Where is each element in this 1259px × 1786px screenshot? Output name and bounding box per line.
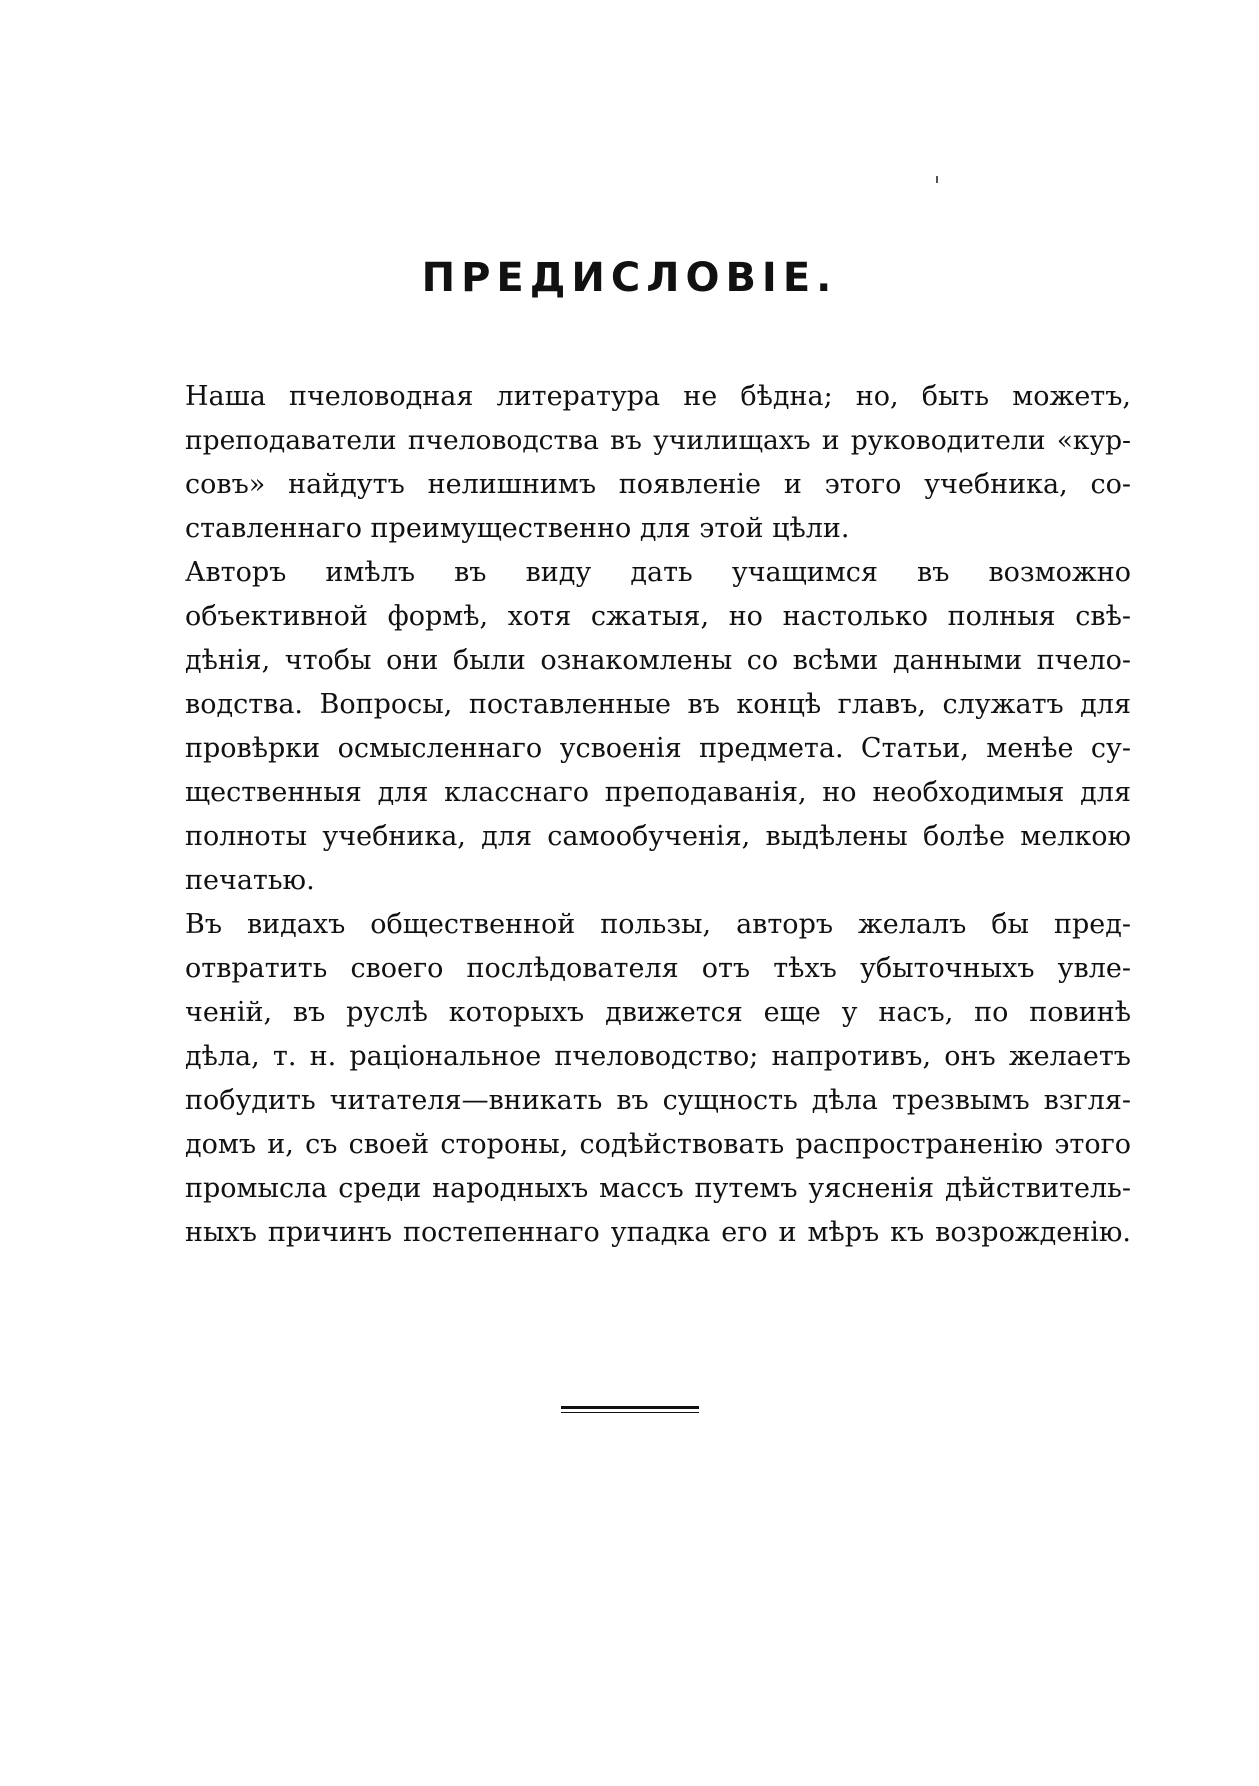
text-line: полноты учебника, для самообученія, выдѣлены болѣе мелкою [185, 821, 1131, 852]
text-line: побудить читателя—вникать въ сущность дѣла трезвымъ взгля- [185, 1085, 1131, 1116]
page-title: ПРЕДИСЛОВІЕ. [421, 255, 838, 301]
divider-rule-thin [561, 1412, 699, 1413]
text-line: ставленнаго преимущественно для этой цѣли. [185, 513, 850, 544]
text-line: домъ и, съ своей стороны, содѣйствовать распространенію этого [185, 1129, 1131, 1160]
text-line: совъ» найдутъ нелишнимъ появленіе и этого учебника, со- [185, 469, 1131, 500]
text-line: Авторъ имѣлъ въ виду дать учащимся въ возможно [185, 557, 1131, 588]
text-line: ныхъ причинъ постепеннаго упадка его и мѣръ къ возрожденію. [185, 1217, 1131, 1248]
text-line: щественныя для класснаго преподаванія, но необходимыя для [185, 777, 1131, 808]
divider-rule-thick [561, 1406, 699, 1409]
preface-body [185, 375, 1131, 1255]
text-line: печатью. [185, 865, 315, 896]
scan-speck [936, 176, 938, 183]
text-line: ченій, въ руслѣ которыхъ движется еще у насъ, по повинѣ [185, 997, 1131, 1028]
text-line: водства. Вопросы, поставленные въ концѣ главъ, служатъ для [185, 689, 1131, 720]
section-divider [561, 1406, 699, 1413]
text-line: объективной формѣ, хотя сжатыя, но настолько полныя свѣ- [185, 601, 1131, 632]
text-line: дѣла, т. н. раціональное пчеловодство; напротивъ, онъ желаетъ [185, 1041, 1131, 1072]
text-line: Въ видахъ общественной пользы, авторъ желалъ бы пред- [185, 909, 1131, 940]
text-line: отвратить своего послѣдователя отъ тѣхъ убыточныхъ увле- [185, 953, 1131, 984]
text-line: Наша пчеловодная литература не бѣдна; но, быть можетъ, [185, 381, 1131, 412]
text-line: преподаватели пчеловодства въ училищахъ и руководители «кур- [185, 425, 1131, 456]
text-line: провѣрки осмысленнаго усвоенія предмета. Статьи, менѣе су- [185, 733, 1131, 764]
text-line: промысла среди народныхъ массъ путемъ уясненія дѣйствитель- [185, 1173, 1131, 1204]
text-line: дѣнія, чтобы они были ознакомлены со всѣми данными пчело- [185, 645, 1131, 676]
